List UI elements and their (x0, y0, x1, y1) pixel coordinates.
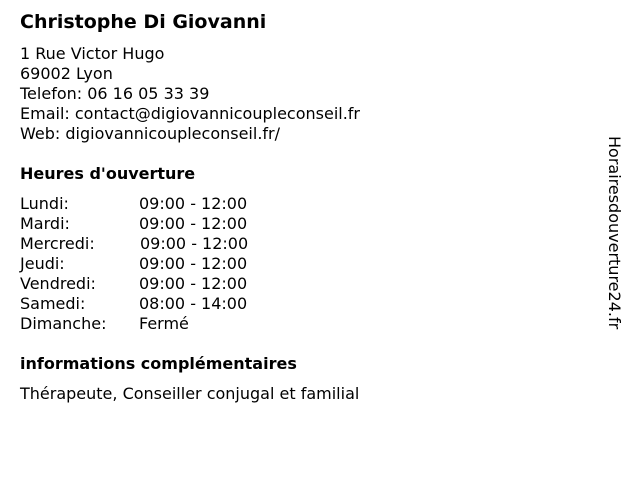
time-value: 09:00 - 12:00 (139, 274, 248, 293)
site-watermark: Horairesdouverture24.fr (605, 136, 624, 330)
website-address: Web: digiovannicoupleconseil.fr/ (20, 124, 281, 143)
day-label: Mardi: (20, 214, 70, 233)
phone-number: Telefon: 06 16 05 33 39 (20, 84, 210, 103)
hours-row-mardi (20, 214, 280, 234)
hours-row-lundi (20, 194, 280, 214)
email-address: Email: contact@digiovannicoupleconseil.fr (20, 104, 360, 123)
hours-table (20, 194, 280, 334)
time-value: 08:00 - 14:00 (139, 294, 248, 313)
street-address: 1 Rue Victor Hugo (20, 44, 165, 63)
contact-block (20, 44, 360, 144)
day-label: Vendredi: (20, 274, 96, 293)
day-label: Samedi: (20, 294, 86, 313)
time-value: 09:00 - 12:00 (139, 194, 248, 213)
hours-row-samedi (20, 294, 280, 314)
time-value: 09:00 - 12:00 (139, 254, 248, 273)
time-value: 09:00 - 12:00 (140, 234, 249, 253)
hours-row-jeudi (20, 254, 280, 274)
business-name: Christophe Di Giovanni (20, 11, 267, 33)
info-text: Thérapeute, Conseiller conjugal et familial (20, 384, 360, 403)
day-label: Jeudi: (20, 254, 65, 273)
hours-row-vendredi (20, 274, 280, 294)
day-label: Mercredi: (20, 234, 95, 253)
day-label: Lundi: (20, 194, 69, 213)
city-address: 69002 Lyon (20, 64, 113, 83)
time-value: Fermé (139, 314, 189, 333)
day-label: Dimanche: (20, 314, 107, 333)
hours-row-mercredi (20, 234, 280, 254)
hours-row-dimanche (20, 314, 280, 334)
time-value: 09:00 - 12:00 (139, 214, 248, 233)
hours-heading: Heures d'ouverture (20, 164, 196, 183)
info-heading: informations complémentaires (20, 354, 297, 373)
